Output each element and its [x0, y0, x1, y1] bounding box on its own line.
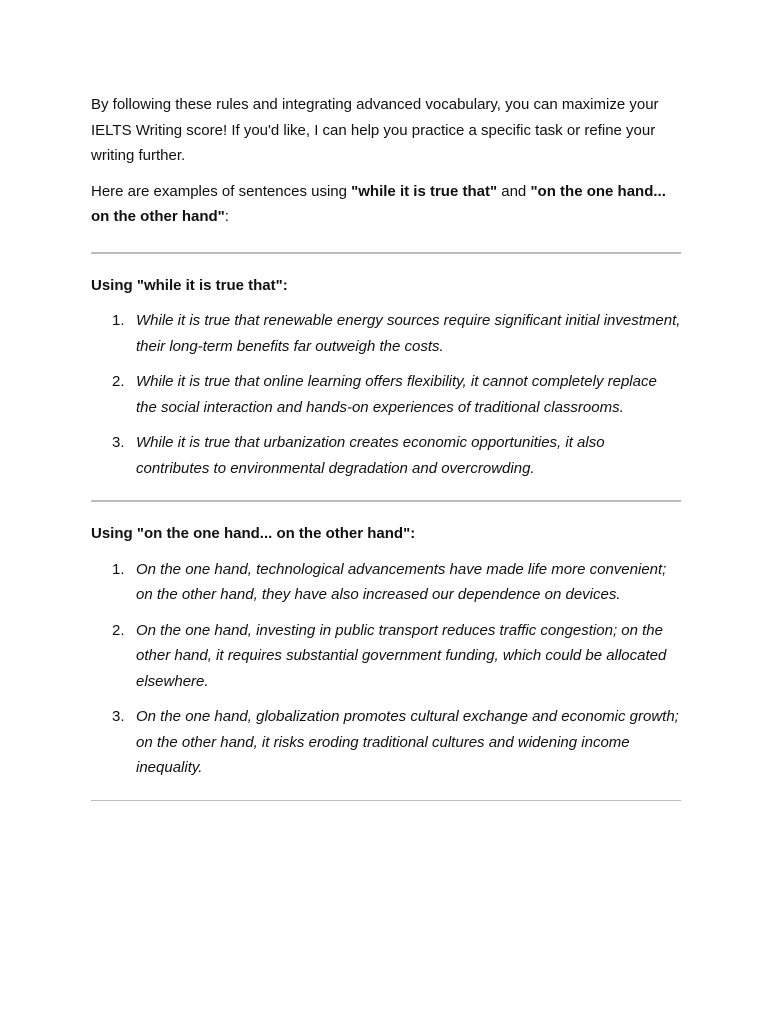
example-item [91, 618, 681, 695]
example-list [91, 308, 681, 481]
example-text: While it is true that urbanization creates economic opportunities, it also contributes to environmental degradation and overcrowding. [136, 434, 605, 477]
section-heading: Using "while it is true that": [91, 276, 288, 294]
example-text: On the one hand, technological advancements have made life more convenient; on the other hand, they have also increased our dependence on devices. [136, 560, 667, 603]
divider [91, 500, 681, 502]
phrase-while-it-is-true: "while it is true that" [351, 182, 498, 200]
example-item [91, 557, 681, 608]
example-number: 3. [112, 434, 125, 451]
examples-intro-and: and [497, 182, 531, 200]
document-page [91, 92, 681, 801]
intro-paragraph: By following these rules and integrating advanced vocabulary, you can maximize your IELTS Writing score! If you'd like, I can help you practice a specific task or refine your writing further. [91, 96, 659, 164]
example-text: On the one hand, globalization promotes cultural exchange and economic growth; on the other hand, it risks eroding traditional cultures and widening income inequality. [136, 708, 679, 776]
example-text: While it is true that online learning offers flexibility, it cannot completely replace the social interaction and hands-on experiences of traditional classrooms. [136, 373, 657, 416]
section-heading: Using "on the one hand... on the other hand": [91, 525, 416, 542]
example-number: 2. [112, 621, 125, 639]
example-item [91, 308, 681, 359]
example-item [91, 430, 681, 481]
example-text: While it is true that renewable energy sources require significant initial investment, their long-term benefits far outweigh the costs. [136, 312, 681, 355]
section-while-it-is-true [91, 273, 681, 482]
phrase-on-the-one-hand: "on the one hand... on the other hand" [91, 182, 666, 225]
examples-intro-prefix: Here are examples of sentences using [91, 182, 352, 200]
example-number: 2. [112, 373, 125, 390]
example-number: 3. [112, 708, 125, 725]
divider [91, 252, 681, 254]
section-on-the-one-hand [91, 521, 681, 781]
example-item [91, 704, 681, 781]
examples-intro-suffix: : [224, 208, 229, 225]
example-item [91, 369, 681, 420]
example-list [91, 557, 681, 781]
divider [91, 800, 681, 801]
example-number: 1. [112, 560, 125, 578]
example-text: On the one hand, investing in public transport reduces traffic congestion; on the other hand, it requires substantial government funding, which could be allocated elsewhere. [136, 621, 667, 690]
examples-intro-paragraph [91, 179, 681, 230]
example-number: 1. [112, 312, 125, 329]
